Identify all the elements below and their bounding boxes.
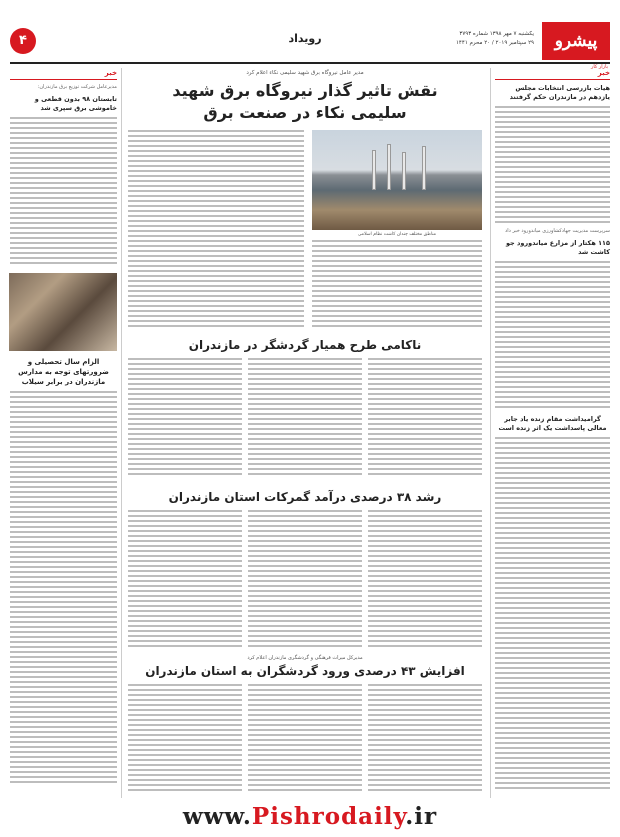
tourism-story-body [128,358,482,478]
customs-story [128,488,482,650]
left-news-column [10,68,122,798]
chimney-stack [372,150,376,190]
main-story-headline: نقش تاثیر گذار نیروگاه برق شهید سلیمی نکاء در صنعت برق [172,81,438,122]
newspaper-logo: پیشرو [542,22,610,60]
left-story1-headline: تابستان ۹۸ بدون قطعی و خاموشی برق سپری شد [34,95,117,112]
photo-caption: مناطق مختلف چندان کاشت نظام اسلامی [357,232,437,237]
body-column [248,684,362,794]
left-story2-headline: الزام سال تحصیلی و ضرورتهای توجه به مدارس مازندران در برابر سیلاب [18,358,109,386]
right-story1-body [495,106,610,224]
main-story-kicker: مدیر عامل نیروگاه برق شهید سلیمی نکاء اعلام کرد [246,70,364,76]
right-story2-body [495,261,610,411]
right-column-label: خبر [495,68,610,80]
right-story3-headline: گرامیداشت مقام زنده یاد جابر معالی پاسداشت یک اثر زنده است [498,415,607,432]
body-column [128,510,242,650]
tourists-story [128,654,482,794]
right-story1-headline: هیات بازرسی انتخابات مجلس یازدهم در مازندران حکم گرفتند [509,84,610,101]
customs-story-body [128,510,482,650]
power-plant-photo [312,130,482,230]
body-column [128,684,242,794]
url-suffix: .ir [405,803,438,830]
right-story2-headline: ۱۱۵ هکتار از مزارع میاندورود جو کاشت شد [505,239,610,256]
chimney-stack [402,152,406,190]
logo-subtitle: بازار کار [590,64,608,70]
website-url-banner[interactable] [10,803,610,831]
body-column [368,684,482,794]
url-brand: Pishrodaily [251,803,406,830]
issue-date [374,30,534,48]
right-story2-kicker: سرپرست مدیریت جهادکشاورزی میاندورود خبر داد [505,228,610,234]
main-story-body-right [312,240,482,330]
issue-date-line1: یکشنبه ۷ مهر ۱۳۹۸ شماره ۳۷۹۳ [459,31,534,37]
left-column-label: خبر [10,68,117,80]
url-prefix: www. [182,803,252,830]
body-column [368,358,482,478]
main-story-body-left [128,130,304,330]
chimney-stack [387,144,391,190]
right-news-column [490,68,610,798]
tourists-story-body [128,684,482,794]
left-story1-kicker: مدیرعامل شرکت توزیع برق مازندران: [37,84,117,90]
body-column [248,510,362,650]
chimney-stack [422,146,426,190]
tourists-story-headline: افزایش ۴۳ درصدی ورود گردشگران به استان مازندران [145,664,465,678]
body-column [248,358,362,478]
page-number-badge: ۴ [10,28,36,54]
center-content [128,68,482,798]
masthead [10,22,610,70]
tourism-story [128,336,482,478]
body-column [128,358,242,478]
section-title: رویداد [288,32,322,45]
left-story1-body [10,117,117,267]
customs-story-headline: رشد ۳۸ درصدی درآمد گمرکات استان مازندران [168,490,442,504]
tourists-story-kicker: مدیرکل میراث فرهنگی و گردشگری مازندران اعلام کرد [247,655,363,661]
issue-date-line2: ۲۹ سپتامبر ۲۰۱۹ / ۲۰ محرم ۱۴۴۱ [455,40,534,46]
tourism-story-headline: ناکامی طرح همیار گردشگر در مازندران [188,338,422,352]
left-story2-body [10,391,117,786]
body-column [368,510,482,650]
header-divider [10,62,610,64]
flood-school-photo [9,273,117,351]
right-story3-body [495,437,610,789]
